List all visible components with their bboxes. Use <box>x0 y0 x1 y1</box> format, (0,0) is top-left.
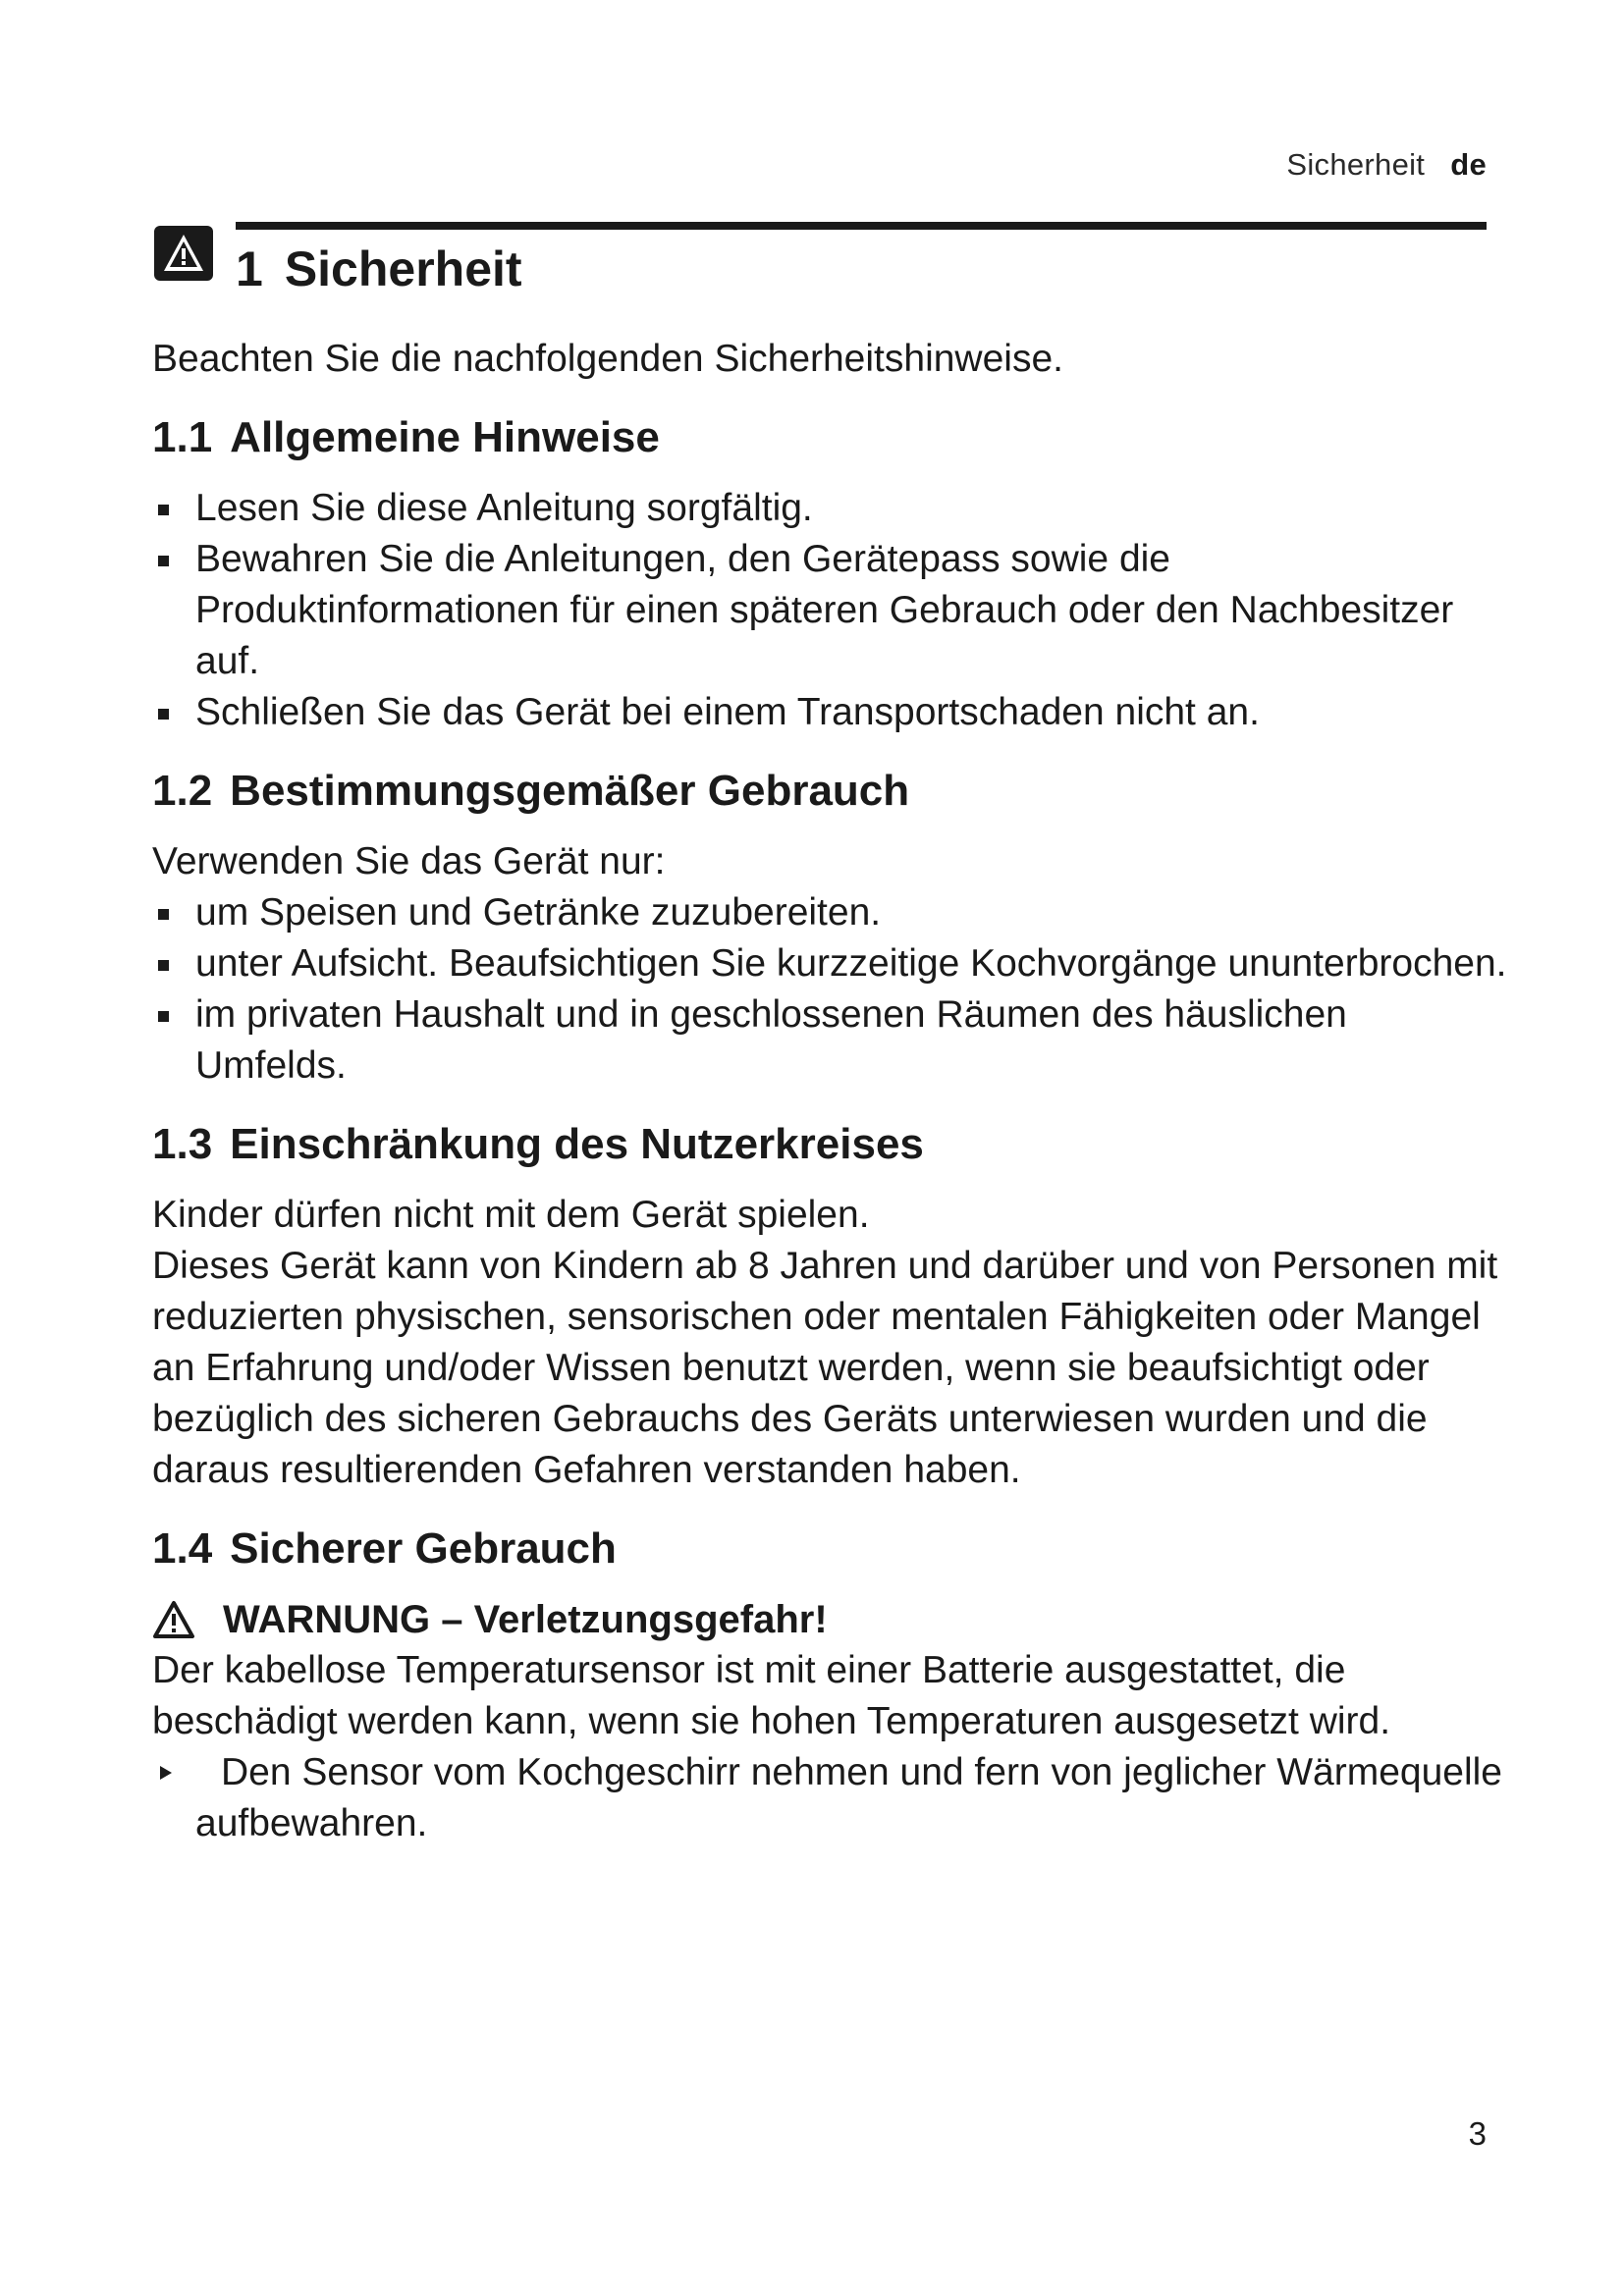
section-heading-1-3 <box>152 1117 1507 1172</box>
section-heading-1-4 <box>152 1522 1507 1576</box>
chapter-title-text: Sicherheit <box>284 241 522 296</box>
paragraph-children: Kinder dürfen nicht mit dem Gerät spielen. <box>152 1194 870 1236</box>
list-item <box>152 483 1507 534</box>
list-item <box>152 989 1507 1092</box>
section-title: Sicherer Gebrauch <box>230 1524 617 1573</box>
warning-triangle-icon <box>152 224 215 283</box>
page-number: 3 <box>1468 2115 1487 2152</box>
list-item <box>152 887 1507 938</box>
section-number: 1.3 <box>152 1120 213 1168</box>
list-item-text: Bewahren Sie die Anleitungen, den Gerätepass sowie die Produktinformationen für einen späteren Gebrauch oder den Nachbesitzer auf. <box>195 538 1454 682</box>
chapter-number: 1 <box>236 241 263 296</box>
warning-label: WARNUNG – Verletzungsgefahr! <box>223 1598 828 1641</box>
header-language: de <box>1450 147 1487 182</box>
list-item-text: Lesen Sie diese Anleitung sorgfältig. <box>195 487 813 529</box>
section-intro: Verwenden Sie das Gerät nur: <box>152 840 666 882</box>
paragraph-user-restriction: Dieses Gerät kann von Kindern ab 8 Jahren und darüber und von Personen mit reduzierten physischen, sensorischen oder mentalen Fähigkeiten oder Mangel an Erfahrung und/oder Wissen benutzt werden, wenn sie beaufsichtigt oder bezüglich des sicheren Gebrauchs des Geräts unterwiesen wurden und die daraus resultierenden Gefahren verstanden haben. <box>152 1245 1498 1491</box>
section-heading-1-2 <box>152 764 1507 819</box>
running-header <box>1286 147 1487 183</box>
content <box>152 334 1507 1849</box>
warning-text: Der kabellose Temperatursensor ist mit einer Batterie ausgestattet, die beschädigt werden kann, wenn sie hohen Temperaturen ausgesetzt wird. <box>152 1649 1391 1742</box>
chapter-rule <box>236 222 1487 230</box>
section-number: 1.4 <box>152 1524 213 1573</box>
bullet-square-icon <box>158 1011 169 1022</box>
bullet-square-icon <box>158 960 169 971</box>
action-arrow-icon <box>160 1766 172 1780</box>
section-heading-1-1 <box>152 410 1507 465</box>
list-item <box>152 534 1507 687</box>
list-item-text: um Speisen und Getränke zuzubereiten. <box>195 891 882 934</box>
chapter-title <box>236 240 522 297</box>
list-item-text: im privaten Haushalt und in geschlossenen Räumen des häuslichen Umfelds. <box>195 993 1347 1087</box>
header-section: Sicherheit <box>1286 147 1426 182</box>
chapter-intro: Beachten Sie die nachfolgenden Sicherheitshinweise. <box>152 338 1063 380</box>
list-general-notes <box>152 483 1507 738</box>
section-number: 1.2 <box>152 767 213 815</box>
section-number: 1.1 <box>152 413 213 461</box>
section-title: Bestimmungsgemäßer Gebrauch <box>230 767 910 815</box>
list-intended-use <box>152 887 1507 1092</box>
list-item <box>152 687 1507 738</box>
list-item-text: unter Aufsicht. Beaufsichtigen Sie kurzzeitige Kochvorgänge ununterbrochen. <box>195 942 1507 985</box>
action-text: Den Sensor vom Kochgeschirr nehmen und fern von jeglicher Wärmequelle aufbewahren. <box>195 1751 1502 1844</box>
list-item-text: Schließen Sie das Gerät bei einem Transportschaden nicht an. <box>195 691 1260 733</box>
bullet-square-icon <box>158 909 169 920</box>
section-title: Allgemeine Hinweise <box>230 413 660 461</box>
bullet-square-icon <box>158 505 169 515</box>
bullet-square-icon <box>158 709 169 720</box>
warning-heading <box>152 1594 1507 1645</box>
warning-icon <box>152 1600 195 1639</box>
action-step <box>152 1747 1507 1849</box>
bullet-square-icon <box>158 556 169 566</box>
list-item <box>152 938 1507 989</box>
section-title: Einschränkung des Nutzerkreises <box>230 1120 924 1168</box>
